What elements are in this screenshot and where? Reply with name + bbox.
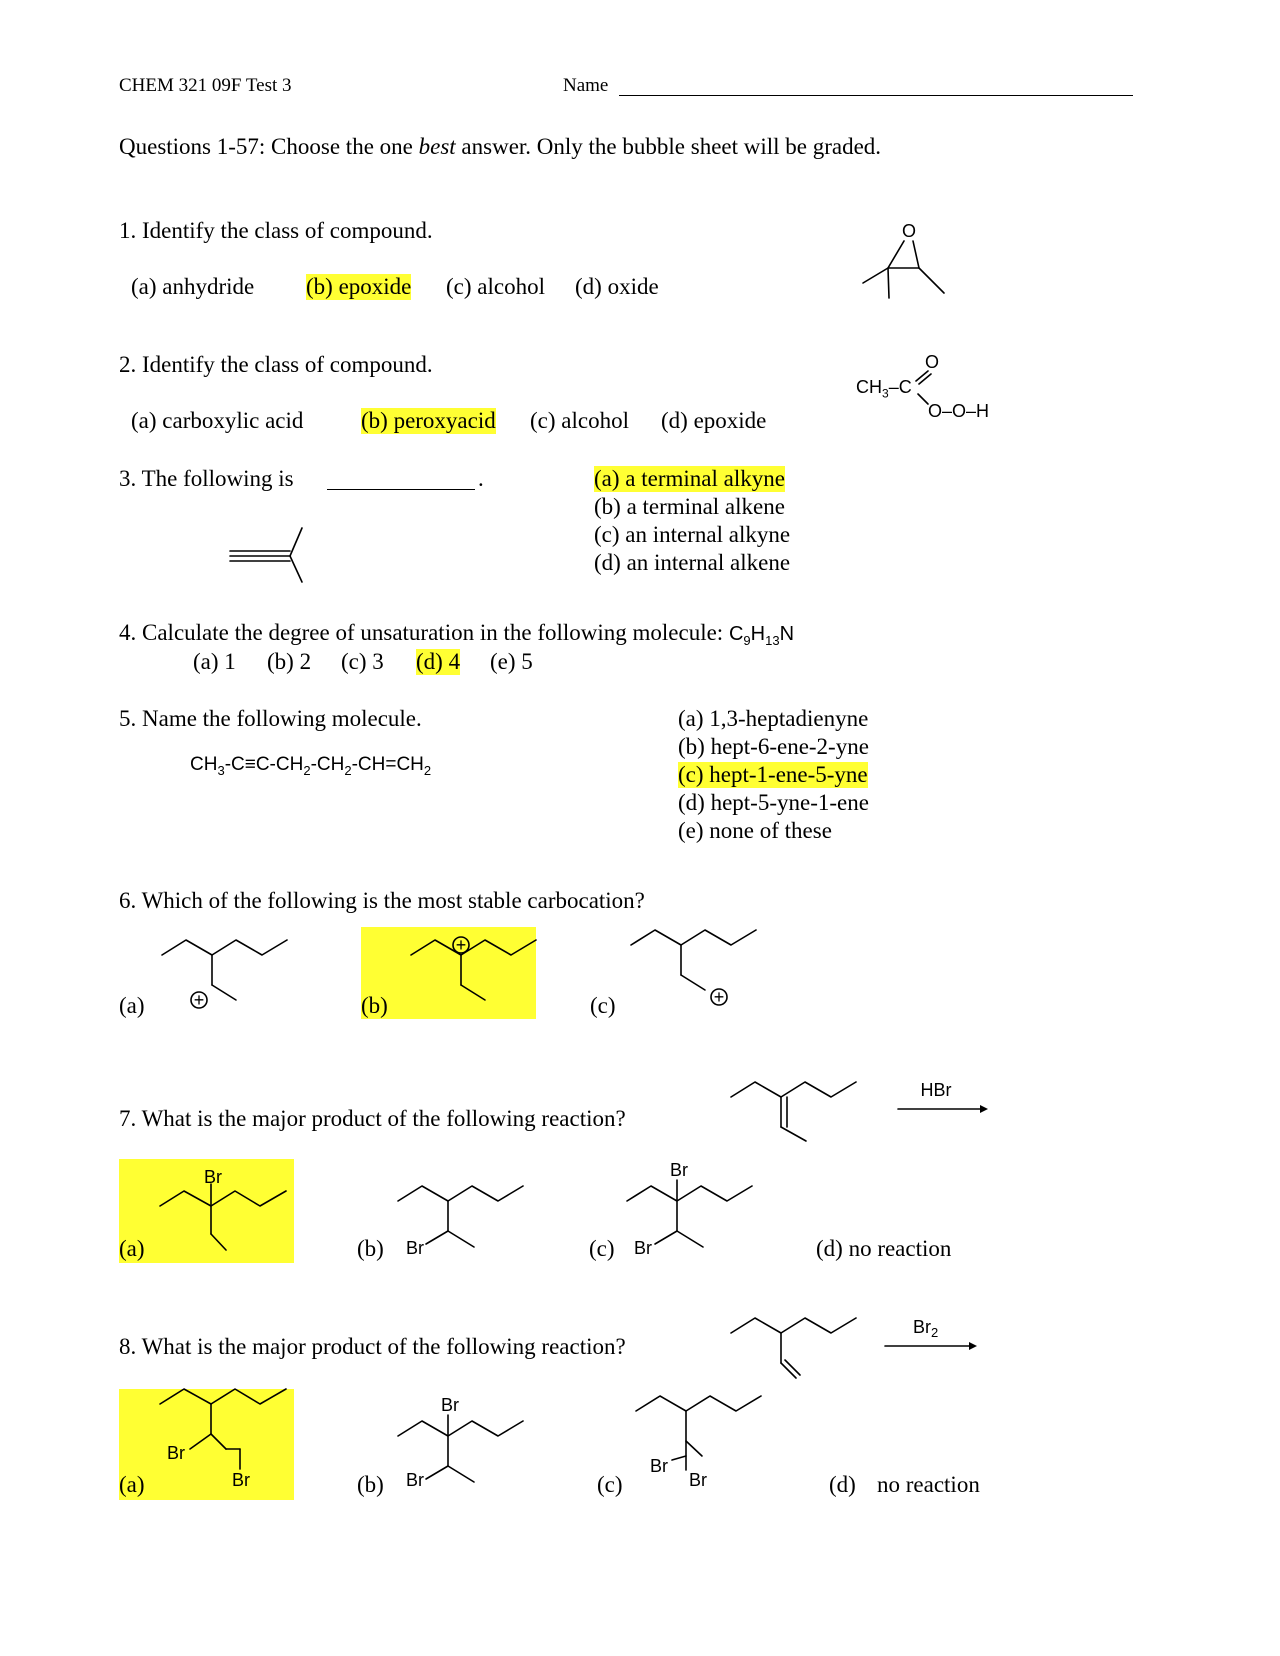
q1-option-d: (d) oxide [575,274,659,299]
q1-option-c: (c) alcohol [446,274,545,299]
q2-option-b: (b) peroxyacid [361,408,496,433]
svg-text:+: + [713,987,725,1007]
svg-text:Br: Br [232,1470,250,1490]
q3-option-a: (a) a terminal alkyne [594,466,785,491]
q3-option-b: (b) a terminal alkene [594,494,785,519]
q2-carbonyl-o: O [925,352,940,372]
svg-text:Br: Br [406,1238,424,1258]
q3-text: 3. The following is [119,466,294,491]
svg-text:Br: Br [204,1167,222,1187]
q2-ch3: $CH_3-C$ [856,377,912,401]
q7-label-a: (a) [119,1236,145,1261]
svg-text:Br2: $Br_2$ [913,1317,939,1340]
q7-label-d: (d) no reaction [816,1236,952,1261]
q2-text: 2. Identify the class of compound. [119,352,433,377]
q4-option-b: (b) 2 [267,649,312,674]
q2-option-c: (c) alcohol [530,408,629,433]
svg-text:+: + [455,935,467,955]
svg-text:Br: Br [670,1160,688,1180]
svg-text:O: O [901,221,917,241]
q8-label-b: (b) [357,1472,384,1497]
q2-option-d: (d) epoxide [661,408,767,433]
svg-text:Br: Br [634,1238,652,1258]
q3-option-c: (c) an internal alkyne [594,522,791,547]
q5-option-b: (b) hept-6-ene-2-yne [678,734,869,759]
q8-label-a: (a) [119,1472,145,1497]
svg-text:+: + [193,990,205,1010]
q5-text: 5. Name the following molecule. [119,706,422,731]
q6-label-a: (a) [119,993,145,1018]
q4-formula: $C_9H_{13}N$ [728,623,795,648]
q8-no-reaction: no reaction [877,1472,980,1497]
svg-text:Br: Br [441,1395,459,1415]
q3-option-d: (d) an internal alkene [594,550,791,575]
q5-option-a: (a) 1,3-heptadienyne [678,706,869,731]
q8-text: 8. What is the major product of the following reaction? [119,1334,626,1359]
q4-option-d: (d) 4 [416,649,461,674]
svg-text:Br: Br [406,1470,424,1490]
q5-option-c: (c) hept-1-ene-5-yne [678,762,868,787]
q3-blank-period: . [478,466,484,491]
q3-blank [327,489,475,490]
q6-text: 6. Which of the following is the most stable carbocation? [119,888,645,913]
q2-ooh: O–O–H [928,401,990,421]
q6-label-c: (c) [590,993,616,1018]
q4-text: 4. Calculate the degree of unsaturation in the following molecule: $C_9H_{13}N$ [119,620,795,648]
svg-text:Br: Br [689,1470,707,1490]
q1-option-a: (a) anhydride [131,274,255,299]
svg-text:HBr: HBr [920,1080,952,1100]
q1-option-b: (b) epoxide [306,274,412,299]
q5-formula: $CH_3-C\equiv C-CH_2-CH_2-CH=CH_2$ [190,754,432,778]
q7-label-c: (c) [589,1236,615,1261]
q5-option-e: (e) none of these [678,818,832,843]
svg-text:Br: Br [167,1443,185,1463]
q4-option-c: (c) 3 [341,649,384,674]
name-label: Name [563,75,609,96]
q4-option-a: (a) 1 [193,649,236,674]
q8-label-d: (d) [829,1472,856,1497]
q8-label-c: (c) [597,1472,623,1497]
q1-text: 1. Identify the class of compound. [119,218,433,243]
course-title: CHEM 321 09F Test 3 [119,75,292,96]
q4-option-e: (e) 5 [490,649,533,674]
q5-option-d: (d) hept-5-yne-1-ene [678,790,869,815]
q7-label-b: (b) [357,1236,384,1261]
q6-label-b: (b) [361,993,388,1018]
q2-option-a: (a) carboxylic acid [131,408,304,433]
q7-text: 7. What is the major product of the following reaction? [119,1106,626,1131]
instructions: Questions 1-57: Choose the one best answer. Only the bubble sheet will be graded. [119,134,882,159]
svg-text:Br: Br [650,1456,668,1476]
